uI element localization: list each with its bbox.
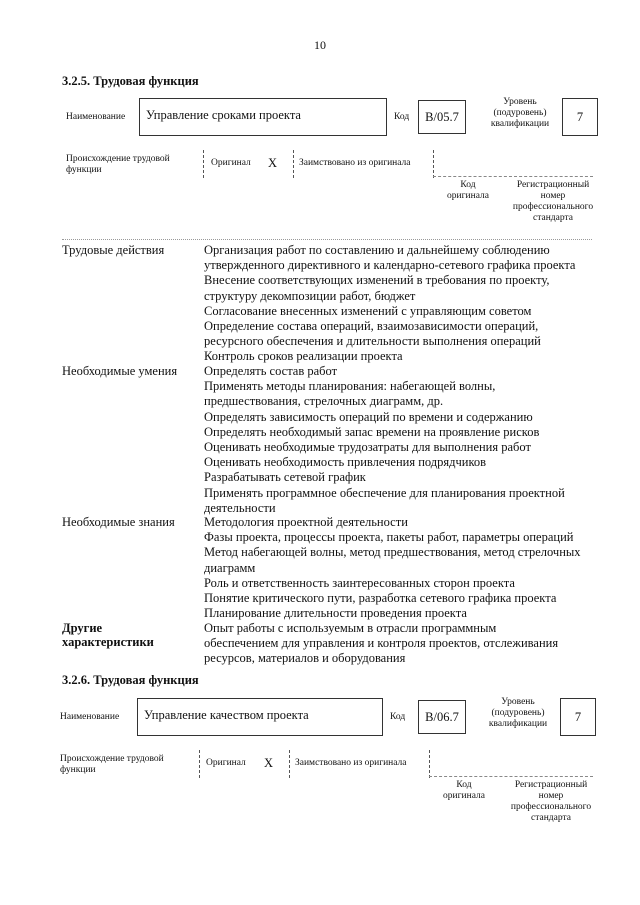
- code-label: Код: [394, 112, 410, 122]
- list-item: Определение состава операций, взаимозависимости операций,: [204, 319, 539, 334]
- origin-label-line: функции: [66, 165, 102, 175]
- name-label: Наименование: [60, 712, 120, 722]
- borrowed-label: Заимствовано из оригинала: [299, 158, 411, 168]
- level-caption-line: (подуровень): [491, 708, 545, 718]
- function-name: Управление сроками проекта: [146, 108, 301, 122]
- level-box: [562, 98, 598, 136]
- code-value: B/06.7: [425, 709, 459, 724]
- row-items-other-characteristics: [204, 621, 584, 667]
- list-item: Согласование внесенных изменений с управляющим советом: [204, 303, 532, 318]
- list-item: Оценивать необходимость привлечения подрядчиков: [204, 455, 487, 470]
- list-item: Планирование длительности проведения проекта: [204, 606, 467, 621]
- caption-line: Код: [460, 180, 476, 190]
- row-label-line: Необходимые знания: [62, 515, 175, 529]
- name-label: Наименование: [66, 112, 126, 122]
- code-label: Код: [390, 712, 406, 722]
- function-name: Управление качеством проекта: [144, 708, 309, 722]
- list-item: Внесение соответствующих изменений в требования по проекту,: [204, 273, 550, 288]
- caption-line: Регистрационный: [514, 780, 588, 790]
- list-item: Разрабатывать сетевой график: [204, 470, 366, 485]
- divider: [293, 150, 294, 178]
- row-label-required-skills: [62, 364, 177, 378]
- list-item: Определять состав работ: [204, 364, 338, 378]
- row-label-line: характеристики: [62, 635, 154, 649]
- original-label: Оригинал: [206, 758, 246, 768]
- caption-line: номер: [540, 191, 566, 201]
- list-item: Метод набегающей волны, метод предшествования, метод стрелочных: [204, 545, 581, 560]
- list-item: предшествования, стрелочных диаграмм, др.: [204, 394, 444, 409]
- row-label-required-knowledge: [62, 515, 175, 529]
- row-items-labor-actions: [204, 243, 584, 365]
- list-item: утвержденного директивного и календарно-сетевого графика проекта: [204, 258, 576, 273]
- caption-line: оригинала: [443, 791, 485, 801]
- list-item: Применять методы планирования: набегающей волны,: [204, 379, 496, 394]
- row-label-labor-actions: [62, 243, 164, 257]
- list-item: Организация работ по составлению и дальнейшему соблюдению: [204, 243, 550, 257]
- row-label-line: Необходимые умения: [62, 364, 178, 378]
- row-items-required-skills: [204, 364, 584, 516]
- divider: [433, 150, 434, 178]
- caption-line: номер: [538, 791, 564, 801]
- level-caption-line: Уровень: [503, 97, 537, 107]
- caption-line: Регистрационный: [516, 180, 590, 190]
- table-top-rule: [62, 239, 592, 240]
- function-name-box: [139, 98, 387, 136]
- origin-label: [66, 154, 170, 176]
- origin-label-line: Происхождение трудовой: [66, 154, 170, 164]
- original-mark: X: [268, 156, 278, 170]
- row-label-line: Трудовые действия: [62, 243, 165, 257]
- origin-label: [60, 754, 164, 776]
- list-item: Применять программное обеспечение для планирования проектной: [204, 485, 565, 500]
- page-number: 10: [314, 38, 326, 52]
- list-item: Фазы проекта, процессы проекта, пакеты работ, параметры операций: [204, 530, 574, 545]
- reg-number-caption: [506, 180, 600, 224]
- list-item: Оценивать необходимые трудозатраты для выполнения работ: [204, 440, 531, 455]
- original-label: Оригинал: [211, 158, 251, 168]
- divider: [429, 776, 593, 777]
- borrowed-label: Заимствовано из оригинала: [295, 758, 407, 768]
- row-label-line: Другие: [62, 621, 103, 635]
- divider: [429, 750, 430, 778]
- level-value: 7: [574, 709, 582, 724]
- list-item: Роль и ответственность заинтересованных сторон проекта: [204, 575, 515, 590]
- list-item: обеспечением для управления и контроля проектов, отслеживания: [204, 636, 559, 651]
- level-caption-line: квалификации: [488, 719, 548, 729]
- original-mark: X: [264, 756, 274, 770]
- caption-line: профессионального: [510, 802, 592, 812]
- level-caption-line: квалификации: [490, 119, 550, 129]
- list-item: деятельности: [204, 500, 276, 515]
- reg-number-caption: [504, 780, 598, 824]
- code-value: B/05.7: [425, 109, 459, 124]
- row-label-other-characteristics: [62, 621, 154, 649]
- level-caption-line: (подуровень): [493, 108, 547, 118]
- divider: [203, 150, 204, 178]
- list-item: диаграмм: [204, 560, 256, 575]
- level-caption: [482, 97, 558, 130]
- code-original-caption: [436, 780, 492, 802]
- caption-line: стандарта: [533, 213, 573, 223]
- list-item: Понятие критического пути, разработка сетевого графика проекта: [204, 591, 557, 606]
- code-original-caption: [440, 180, 496, 202]
- list-item: Опыт работы с используемым в отрасли программным: [204, 621, 497, 635]
- divider: [433, 176, 593, 177]
- list-item: Определять необходимый запас времени на проявление рисков: [204, 424, 540, 439]
- list-item: Методология проектной деятельности: [204, 515, 408, 529]
- origin-label-line: Происхождение трудовой: [60, 754, 164, 764]
- function-name-box: [137, 698, 383, 736]
- level-box: [560, 698, 596, 736]
- caption-line: Код: [456, 780, 472, 790]
- divider: [199, 750, 200, 778]
- section-title-3-2-6: 3.2.6. Трудовая функция: [62, 673, 199, 687]
- origin-label-line: функции: [60, 765, 96, 775]
- level-caption-line: Уровень: [501, 697, 535, 707]
- level-caption: [480, 697, 556, 730]
- row-items-required-knowledge: [204, 515, 584, 621]
- section-title-3-2-5: 3.2.5. Трудовая функция: [62, 74, 199, 88]
- list-item: структуру декомпозиции работ, бюджет: [204, 288, 416, 303]
- list-item: ресурсов, материалов и оборудования: [204, 651, 406, 666]
- list-item: Определять зависимость операций по времени и содержанию: [204, 409, 533, 424]
- code-box: [418, 700, 466, 734]
- caption-line: профессионального: [512, 202, 594, 212]
- divider: [289, 750, 290, 778]
- list-item: Контроль сроков реализации проекта: [204, 349, 403, 364]
- caption-line: стандарта: [531, 813, 571, 823]
- level-value: 7: [576, 109, 584, 124]
- list-item: ресурсного обеспечения и длительности выполнения операций: [204, 334, 541, 349]
- code-box: [418, 100, 466, 134]
- caption-line: оригинала: [447, 191, 489, 201]
